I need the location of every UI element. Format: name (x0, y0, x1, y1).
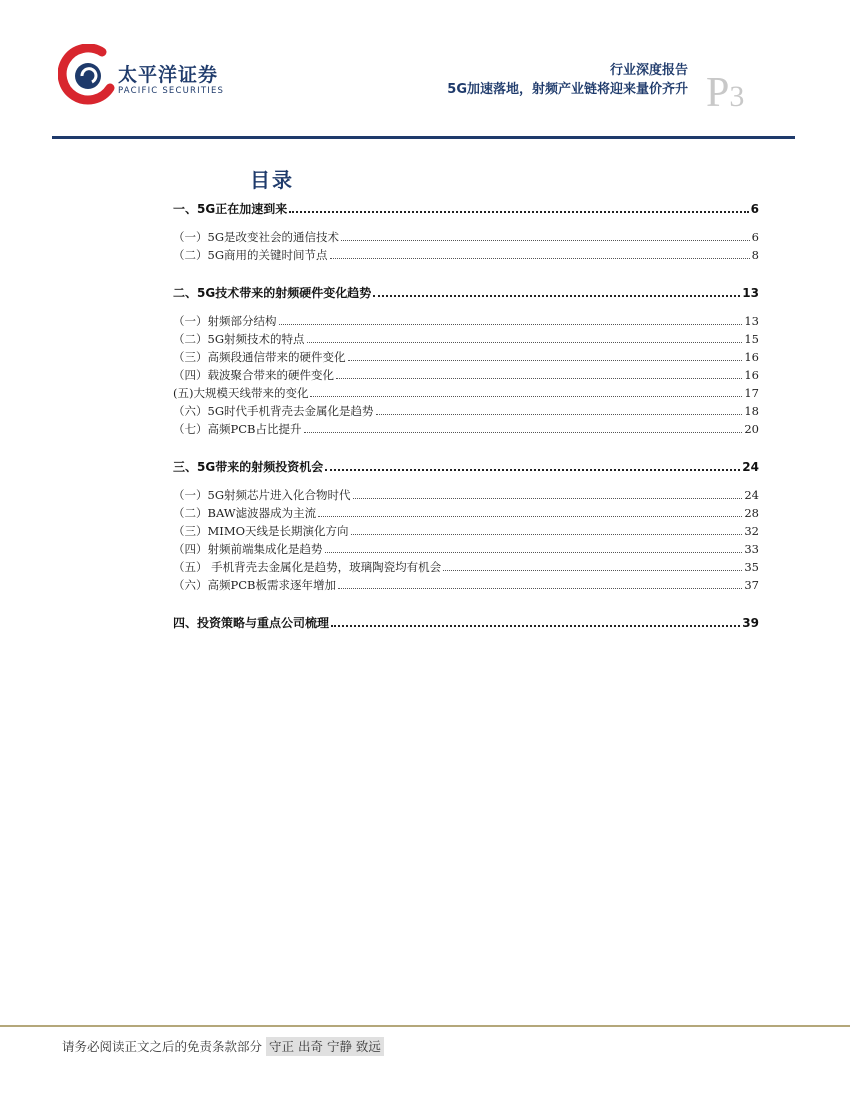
toc-chapter-entry[interactable] (173, 458, 759, 476)
toc-entry-label: （四）射频前端集成化是趋势 (173, 542, 323, 556)
toc-entry-page: 6 (751, 230, 759, 244)
toc-title: 目录 (250, 168, 294, 192)
toc-dot-leader (307, 342, 743, 343)
footer (62, 1037, 384, 1055)
footer-divider (0, 1025, 850, 1027)
toc-entry-page: 13 (744, 314, 759, 328)
report-type: 行业深度报告 (609, 63, 688, 78)
toc-dot-leader (279, 324, 743, 325)
toc-section-entry[interactable] (173, 486, 759, 504)
toc-entry-page: 32 (744, 524, 759, 538)
toc-entry-page: 6 (750, 202, 759, 216)
page-digit: 3 (729, 80, 745, 113)
toc-entry-label: （一）5G射频芯片进入化合物时代 (173, 488, 351, 502)
toc-entry-page: 35 (744, 560, 759, 574)
toc-entry-label: 四、投资策略与重点公司梳理 (173, 616, 330, 630)
toc-dot-leader (341, 240, 750, 241)
logo-english-name: PACIFIC SECURITIES (118, 86, 225, 96)
toc-dot-leader (336, 378, 742, 379)
toc-dot-leader (325, 469, 740, 471)
toc-entry-label: （一）5G是改变社会的通信技术 (173, 230, 340, 244)
toc-entry-label: 二、5G技术带来的射频硬件变化趋势 (173, 286, 372, 300)
toc-section-entry[interactable] (173, 228, 759, 246)
toc-entry-label: （三）高频段通信带来的硬件变化 (173, 350, 346, 364)
page-number (706, 72, 744, 118)
toc-section-entry[interactable] (173, 246, 759, 264)
toc-chapter-entry[interactable] (173, 614, 759, 632)
toc-entry-page: 33 (744, 542, 759, 556)
footer-motto: 守正 出奇 宁静 致远 (266, 1037, 384, 1056)
toc-dot-leader (310, 396, 742, 397)
toc-entry-page: 39 (742, 616, 759, 630)
toc-dot-leader (348, 360, 743, 361)
toc-entry-page: 37 (744, 578, 759, 592)
toc-chapter-entry[interactable] (173, 200, 759, 218)
toc-entry-label: 一、5G正在加速到来 (173, 202, 288, 216)
toc-dot-leader (376, 414, 743, 415)
toc-entry-label: 三、5G带来的射频投资机会 (173, 460, 324, 474)
toc-entry-label: （二）5G射频技术的特点 (173, 332, 305, 346)
toc-section-entry[interactable] (173, 558, 759, 576)
toc-dot-leader (351, 534, 743, 535)
logo-chinese-name: 太平洋证券 (118, 64, 219, 86)
toc-section-entry[interactable] (173, 384, 759, 402)
toc-section-entry[interactable] (173, 366, 759, 384)
toc-dot-leader (289, 211, 748, 213)
toc-dot-leader (443, 570, 742, 571)
footer-disclaimer: 请务必阅读正文之后的免责条款部分 (62, 1039, 263, 1054)
page-letter: P (706, 70, 730, 116)
toc-entry-page: 28 (744, 506, 759, 520)
toc-section-entry[interactable] (173, 330, 759, 348)
toc-entry-page: 17 (744, 386, 759, 400)
toc-entry-page: 24 (744, 488, 759, 502)
toc-entry-page: 16 (744, 350, 759, 364)
toc-section-entry[interactable] (173, 522, 759, 540)
toc-dot-leader (373, 295, 740, 297)
toc-entry-page: 13 (742, 286, 759, 300)
toc-dot-leader (353, 498, 743, 499)
toc-entry-page: 8 (751, 248, 759, 262)
toc-entry-page: 24 (742, 460, 759, 474)
toc-entry-label: （四）载波聚合带来的硬件变化 (173, 368, 334, 382)
toc-chapter-entry[interactable] (173, 284, 759, 302)
toc-entry-label: （二）BAW滤波器成为主流 (173, 506, 317, 520)
toc-section-entry[interactable] (173, 312, 759, 330)
toc-entry-page: 18 (744, 404, 759, 418)
company-logo (58, 44, 228, 106)
toc-entry-label: （一）射频部分结构 (173, 314, 277, 328)
toc-dot-leader (304, 432, 743, 433)
toc-entry-label: （六）5G时代手机背壳去金属化是趋势 (173, 404, 374, 418)
toc-dot-leader (325, 552, 743, 553)
logo-mark-icon (58, 44, 118, 106)
toc-dot-leader (338, 588, 742, 589)
toc-entry-page: 15 (744, 332, 759, 346)
toc-section-entry[interactable] (173, 540, 759, 558)
toc-section-entry[interactable] (173, 420, 759, 438)
header-divider (52, 136, 795, 139)
toc-dot-leader (331, 625, 740, 627)
toc-dot-leader (318, 516, 742, 517)
toc-entry-label: （二）5G商用的关键时间节点 (173, 248, 328, 262)
toc-entry-page: 20 (744, 422, 759, 436)
toc-entry-label: (五)大规模天线带来的变化 (173, 386, 309, 400)
toc-entry-label: （五） 手机背壳去金属化是趋势，玻璃陶瓷均有机会 (173, 560, 442, 574)
toc-entry-page: 16 (744, 368, 759, 382)
toc-entry-label: （七）高频PCB占比提升 (173, 422, 302, 436)
toc-dot-leader (330, 258, 750, 259)
toc-section-entry[interactable] (173, 504, 759, 522)
toc-entry-label: （六）高频PCB板需求逐年增加 (173, 578, 336, 592)
toc-section-entry[interactable] (173, 348, 759, 366)
report-title: 5G加速落地，射频产业链将迎来量价齐升 (447, 82, 688, 97)
toc-section-entry[interactable] (173, 402, 759, 420)
toc-entry-label: （三）MIMO天线是长期演化方向 (173, 524, 349, 538)
toc-section-entry[interactable] (173, 576, 759, 594)
